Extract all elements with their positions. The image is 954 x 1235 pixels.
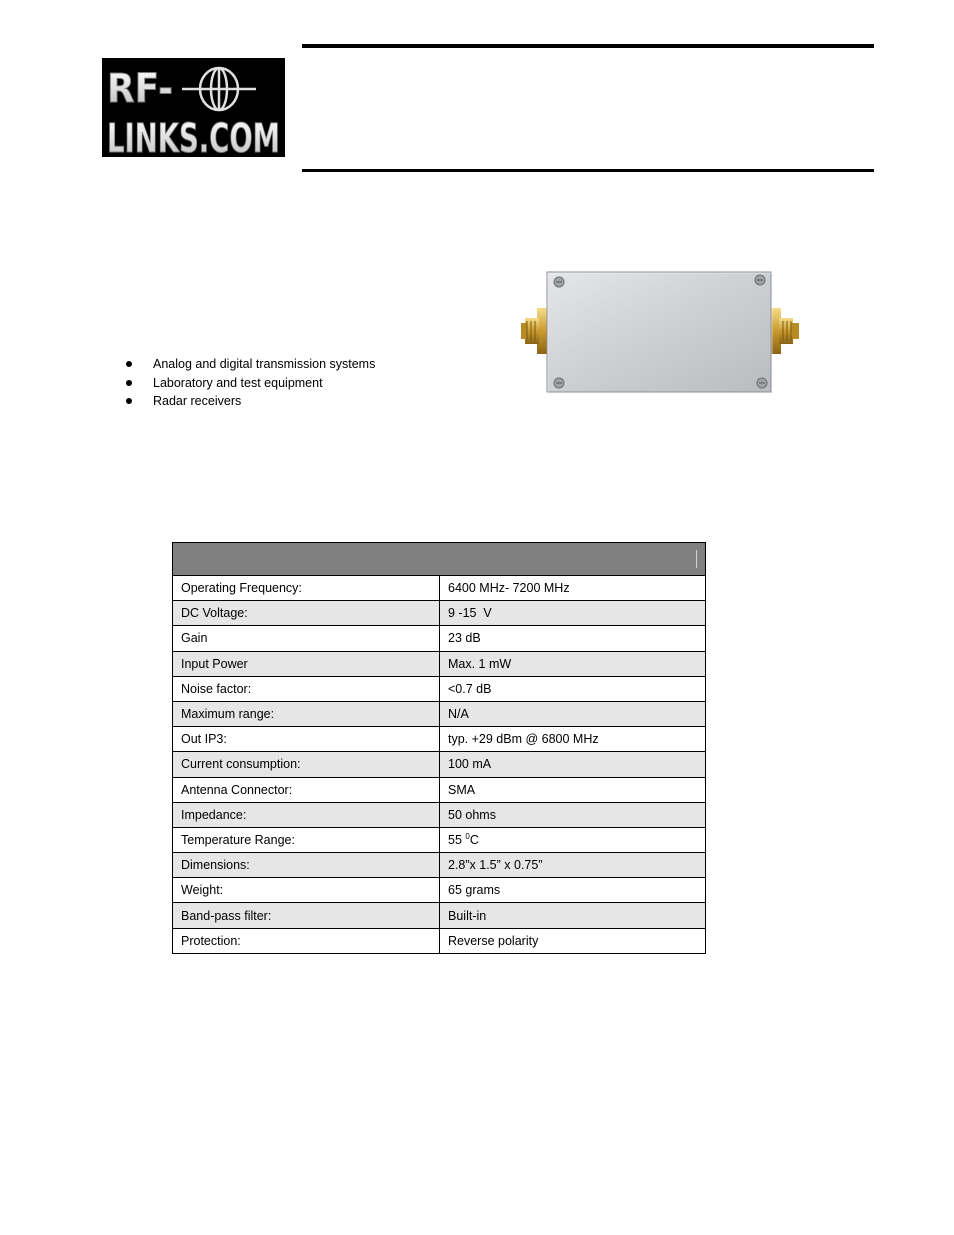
logo-line1: RF- — [107, 66, 173, 112]
application-label: Laboratory and test equipment — [153, 375, 323, 390]
spec-value: Reverse polarity — [440, 928, 706, 953]
company-logo — [102, 58, 285, 162]
applications-list — [124, 355, 375, 411]
spec-value: Built-in — [440, 903, 706, 928]
table-row — [173, 802, 706, 827]
spec-value: 50 ohms — [440, 802, 706, 827]
table-row — [173, 827, 706, 852]
spec-label: Dimensions: — [173, 853, 440, 878]
spec-value: 6400 MHz- 7200 MHz — [440, 576, 706, 601]
table-row — [173, 701, 706, 726]
header-tick — [696, 550, 697, 568]
spec-label: Protection: — [173, 928, 440, 953]
spec-value: 23 dB — [440, 626, 706, 651]
header-rule-bottom — [302, 169, 874, 172]
spec-label: Antenna Connector: — [173, 777, 440, 802]
spec-value: 2.8”x 1.5” x 0.75” — [440, 853, 706, 878]
spec-label: Operating Frequency: — [173, 576, 440, 601]
table-header-row — [173, 543, 706, 576]
spec-label: Noise factor: — [173, 676, 440, 701]
spec-label: DC Voltage: — [173, 601, 440, 626]
bullet-icon — [126, 398, 132, 404]
temperature-value: 55 — [448, 833, 466, 848]
spec-value: N/A — [440, 701, 706, 726]
product-photo — [519, 266, 805, 398]
table-row — [173, 651, 706, 676]
table-row — [173, 903, 706, 928]
table-row — [173, 626, 706, 651]
sma-connector-left — [521, 308, 547, 354]
spec-label: Out IP3: — [173, 727, 440, 752]
list-item — [124, 392, 375, 411]
spec-value: 65 grams — [440, 878, 706, 903]
spec-value: 100 mA — [440, 752, 706, 777]
table-row — [173, 576, 706, 601]
application-label: Analog and digital transmission systems — [153, 357, 376, 371]
spec-label: Impedance: — [173, 802, 440, 827]
spec-value: SMA — [440, 777, 706, 802]
spec-label: Gain — [173, 626, 440, 651]
temperature-degree: 0 — [465, 832, 470, 842]
header-rule-top — [302, 44, 874, 48]
spec-value: Max. 1 mW — [440, 651, 706, 676]
spec-value: <0.7 dB — [440, 676, 706, 701]
bullet-icon — [126, 380, 132, 386]
table-row — [173, 601, 706, 626]
spec-label: Temperature Range: — [173, 827, 440, 852]
logo-line2: LINKS.COM — [107, 116, 280, 162]
table-row — [173, 853, 706, 878]
temperature-unit: C — [469, 833, 479, 848]
specifications-table — [172, 542, 706, 954]
spec-label: Band-pass filter: — [173, 903, 440, 928]
table-header-cell — [173, 543, 706, 576]
spec-label: Input Power — [173, 651, 440, 676]
table-row — [173, 878, 706, 903]
spec-label: Weight: — [173, 878, 440, 903]
application-label: Radar receivers — [153, 394, 242, 408]
table-row — [173, 752, 706, 777]
table-row — [173, 727, 706, 752]
globe-crosshair-icon — [102, 58, 285, 162]
sma-connector-right — [771, 308, 799, 354]
table-row — [173, 676, 706, 701]
spec-value: 9 -15 V — [440, 601, 706, 626]
list-item — [124, 374, 375, 393]
spec-label: Current consumption: — [173, 752, 440, 777]
list-item — [124, 355, 375, 374]
table-row — [173, 928, 706, 953]
spec-value: typ. +29 dBm @ 6800 MHz — [440, 727, 706, 752]
spec-label: Maximum range: — [173, 701, 440, 726]
amplifier-module-icon — [519, 266, 805, 398]
bullet-icon — [126, 361, 132, 367]
spec-value — [440, 827, 706, 852]
table-row — [173, 777, 706, 802]
